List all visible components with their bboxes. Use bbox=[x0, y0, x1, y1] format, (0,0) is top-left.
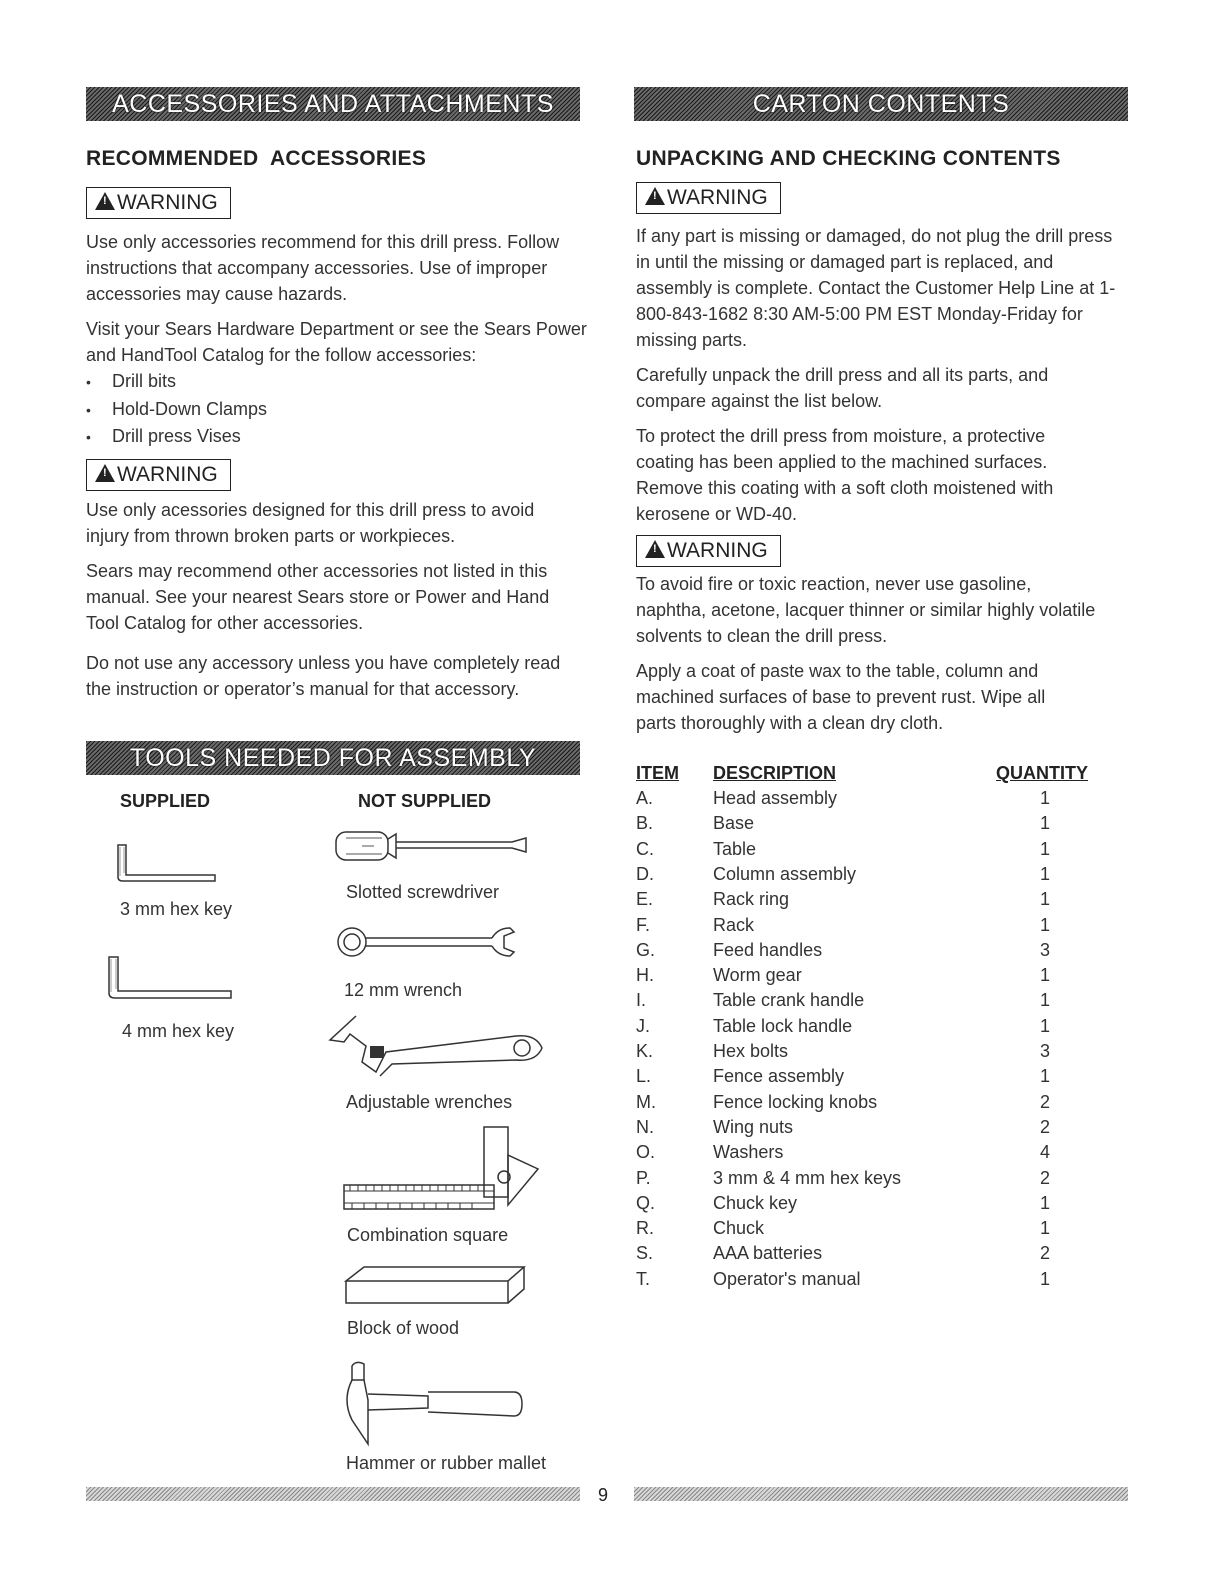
row-item: A. bbox=[636, 788, 654, 808]
row-item: F. bbox=[636, 914, 651, 935]
accessories-list bbox=[86, 368, 267, 451]
row-quantity: 1 bbox=[1040, 863, 1051, 884]
row-description: Worm gear bbox=[713, 965, 802, 986]
row-description: Chuck bbox=[713, 1218, 765, 1239]
row-quantity: 1 bbox=[1040, 813, 1051, 834]
tool-caption-12mm-wrench: 12 mm wrench bbox=[344, 980, 463, 1000]
row-item: Q. bbox=[636, 1192, 656, 1213]
row-quantity: 2 bbox=[1040, 1167, 1051, 1188]
row-description: Fence assembly bbox=[713, 1066, 845, 1087]
accessories-paragraph-1 bbox=[86, 229, 586, 307]
accessories-banner bbox=[86, 87, 580, 121]
tool-caption-3mm-hex-key: 3 mm hex key bbox=[120, 899, 233, 919]
row-item: C. bbox=[636, 838, 654, 859]
row-item: J. bbox=[636, 1015, 651, 1036]
list-item: • Drill bits bbox=[86, 368, 267, 396]
row-description: Hex bolts bbox=[713, 1041, 789, 1061]
combination-square-icon bbox=[342, 1125, 547, 1220]
tool-caption-combination-square: Combination square bbox=[347, 1225, 509, 1245]
page-number: 9 bbox=[598, 1485, 609, 1505]
wrench-icon bbox=[332, 922, 532, 964]
row-description: Feed handles bbox=[713, 939, 823, 960]
unpacking-text-2: Carefully unpack the drill press and all its parts, and compare against the list below. bbox=[636, 365, 1049, 411]
warning-label: WARNING bbox=[117, 463, 218, 486]
hammer-icon bbox=[338, 1360, 528, 1450]
row-item: E. bbox=[636, 889, 654, 910]
warning-box-1 bbox=[86, 187, 231, 219]
warning-box-3 bbox=[636, 182, 781, 214]
accessories-banner-text: ACCESSORIES AND ATTACHMENTS bbox=[112, 90, 554, 118]
block-of-wood-icon bbox=[344, 1265, 526, 1305]
accessories-text-4: Sears may recommend other accessories not listed in this manual. See your nearest Sears store or Power and Hand Tool Catalog for other accessories. bbox=[86, 561, 550, 633]
not-supplied-label: NOT SUPPLIED bbox=[358, 791, 492, 811]
accessories-paragraph-4 bbox=[86, 558, 586, 636]
row-quantity: 1 bbox=[1040, 1015, 1051, 1036]
list-item: • Hold-Down Clamps bbox=[86, 396, 267, 424]
table-header-description: DESCRIPTION bbox=[713, 763, 837, 783]
accessories-paragraph-2 bbox=[86, 316, 591, 368]
row-item: O. bbox=[636, 1142, 656, 1163]
hex-key-4mm-icon bbox=[105, 955, 235, 1000]
unpacking-paragraph-3 bbox=[636, 423, 1106, 527]
row-description: Table lock handle bbox=[713, 1015, 853, 1036]
hex-key-3mm-icon bbox=[115, 843, 220, 883]
warning-label: WARNING bbox=[117, 191, 218, 214]
row-description: Table bbox=[713, 838, 757, 859]
row-quantity: 1 bbox=[1040, 1192, 1051, 1213]
row-quantity: 2 bbox=[1040, 1116, 1051, 1137]
tool-caption-block-of-wood: Block of wood bbox=[347, 1318, 460, 1338]
row-quantity: 4 bbox=[1040, 1142, 1051, 1163]
row-quantity: 3 bbox=[1040, 939, 1051, 960]
unpacking-text-1: If any part is missing or damaged, do not plug the drill press in until the missing or damaged part is replaced, and assembly is complete. Contact the Customer Help Line at 1-800-843-1682 8:30 AM-5:00 PM EST Monday-Friday for missing parts. bbox=[636, 226, 1116, 350]
tool-caption-adjustable-wrenches: Adjustable wrenches bbox=[346, 1092, 513, 1112]
tool-caption-hammer: Hammer or rubber mallet bbox=[346, 1453, 547, 1473]
row-description: Operator's manual bbox=[713, 1268, 861, 1289]
table-header-item: ITEM bbox=[636, 763, 679, 783]
row-quantity: 1 bbox=[1040, 914, 1051, 935]
tool-caption-screwdriver: Slotted screwdriver bbox=[346, 882, 500, 902]
accessories-text-5: Do not use any accessory unless you have completely read the instruction or operator’s manual for that accessory. bbox=[86, 653, 561, 699]
row-description: Rack bbox=[713, 914, 755, 935]
row-item: S. bbox=[636, 1243, 654, 1264]
row-quantity: 1 bbox=[1040, 1268, 1051, 1289]
warning-triangle-icon bbox=[95, 464, 115, 482]
row-item: N. bbox=[636, 1116, 654, 1137]
row-item: H. bbox=[636, 965, 654, 986]
accessories-text-2: Visit your Sears Hardware Department or see the Sears Power and HandTool Catalog for the follow accessories: bbox=[86, 319, 587, 365]
row-description: 3 mm & 4 mm hex keys bbox=[713, 1167, 902, 1188]
unpacking-heading: UNPACKING AND CHECKING CONTENTS bbox=[636, 147, 1061, 170]
warning-triangle-icon bbox=[645, 540, 665, 558]
row-item: L. bbox=[636, 1066, 652, 1087]
row-item: D. bbox=[636, 863, 654, 884]
screwdriver-icon bbox=[332, 830, 532, 862]
unpacking-paragraph-5 bbox=[636, 658, 1086, 736]
row-item: G. bbox=[636, 939, 656, 960]
supplied-label: SUPPLIED bbox=[120, 791, 211, 811]
warning-triangle-icon bbox=[645, 187, 665, 205]
row-description: Table crank handle bbox=[713, 990, 865, 1011]
row-description: Wing nuts bbox=[713, 1116, 794, 1137]
table-header-quantity: QUANTITY bbox=[996, 763, 1088, 783]
row-quantity: 3 bbox=[1040, 1041, 1051, 1061]
carton-contents-banner-text: CARTON CONTENTS bbox=[752, 90, 1010, 118]
tool-caption-4mm-hex-key: 4 mm hex key bbox=[122, 1021, 235, 1041]
tools-banner bbox=[86, 741, 580, 775]
row-description: Head assembly bbox=[713, 788, 838, 808]
unpacking-paragraph-4 bbox=[636, 571, 1106, 649]
warning-label: WARNING bbox=[667, 186, 768, 209]
row-quantity: 1 bbox=[1040, 788, 1051, 808]
row-item: P. bbox=[636, 1167, 651, 1188]
unpacking-paragraph-1 bbox=[636, 223, 1121, 353]
warning-box-4 bbox=[636, 535, 781, 567]
row-description: Rack ring bbox=[713, 889, 790, 910]
list-item: • Drill press Vises bbox=[86, 423, 267, 451]
row-item: T. bbox=[636, 1268, 651, 1289]
row-item: I. bbox=[636, 990, 647, 1011]
adjustable-wrench-icon bbox=[326, 1012, 552, 1084]
accessories-text-3: Use only acessories designed for this drill press to avoid injury from thrown broken parts or workpieces. bbox=[86, 500, 535, 546]
warning-label: WARNING bbox=[667, 539, 768, 562]
row-description: Base bbox=[713, 813, 755, 834]
row-quantity: 1 bbox=[1040, 1066, 1051, 1087]
unpacking-text-3: To protect the drill press from moisture, a protective coating has been applied to the machined surfaces. Remove this coating with a soft cloth moistened with kerosene or WD-40. bbox=[636, 426, 1054, 524]
accessories-paragraph-5 bbox=[86, 650, 576, 702]
recommended-accessories-heading: RECOMMENDED ACCESSORIES bbox=[86, 147, 427, 170]
row-quantity: 1 bbox=[1040, 965, 1051, 986]
carton-contents-banner bbox=[634, 87, 1128, 121]
footer-bar-right bbox=[634, 1487, 1128, 1501]
row-description: Fence locking knobs bbox=[713, 1091, 878, 1112]
unpacking-text-5: Apply a coat of paste wax to the table, column and machined surfaces of base to prevent rust. Wipe all parts thoroughly with a clean dry cloth. bbox=[636, 661, 1046, 733]
accessories-text-1: Use only accessories recommend for this drill press. Follow instructions that accompany accessories. Use of improper accessories may cause hazards. bbox=[86, 232, 560, 304]
accessories-paragraph-3 bbox=[86, 497, 556, 549]
warning-box-2 bbox=[86, 459, 231, 491]
row-quantity: 1 bbox=[1040, 889, 1051, 910]
unpacking-paragraph-2 bbox=[636, 362, 1106, 414]
contents-table bbox=[636, 788, 1116, 1298]
row-quantity: 1 bbox=[1040, 990, 1051, 1011]
row-quantity: 1 bbox=[1040, 838, 1051, 859]
row-description: Washers bbox=[713, 1142, 784, 1163]
row-item: M. bbox=[636, 1091, 656, 1112]
row-description: Column assembly bbox=[713, 863, 857, 884]
row-item: B. bbox=[636, 813, 654, 834]
row-item: R. bbox=[636, 1218, 654, 1239]
row-quantity: 2 bbox=[1040, 1243, 1051, 1264]
row-description: Chuck key bbox=[713, 1192, 798, 1213]
row-description: AAA batteries bbox=[713, 1243, 823, 1264]
unpacking-text-4: To avoid fire or toxic reaction, never use gasoline, naphtha, acetone, lacquer thinner or similar highly volatile solvents to clean the drill press. bbox=[636, 574, 1096, 646]
warning-triangle-icon bbox=[95, 192, 115, 210]
footer-bar-left bbox=[86, 1487, 580, 1501]
row-quantity: 1 bbox=[1040, 1218, 1051, 1239]
row-item: K. bbox=[636, 1041, 654, 1061]
tools-banner-text: TOOLS NEEDED FOR ASSEMBLY bbox=[129, 744, 537, 772]
row-quantity: 2 bbox=[1040, 1091, 1051, 1112]
